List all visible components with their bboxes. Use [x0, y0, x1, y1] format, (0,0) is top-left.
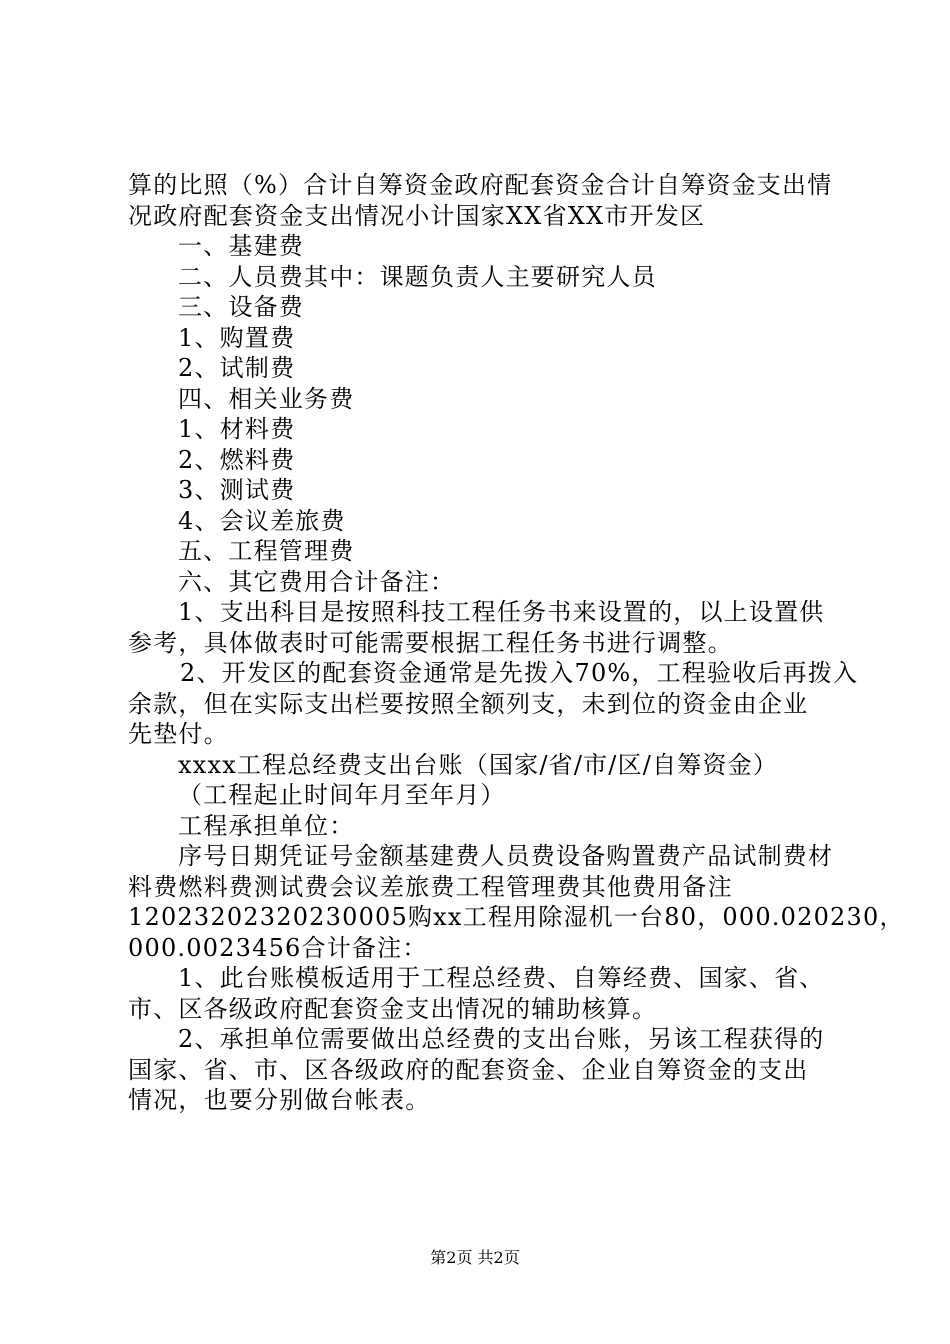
- list-item: 2、燃料费: [178, 445, 296, 474]
- ledger-row: 000.0023456合计备注：: [128, 933, 428, 962]
- note-paragraph: 余款，但在实际支出栏要按照全额列支，未到位的资金由企业: [128, 689, 809, 718]
- section-heading: 三、设备费: [178, 293, 304, 321]
- list-item: 1、购置费: [178, 323, 296, 352]
- text-line: 算的比照（%）合计自筹资金政府配套资金合计自筹资金支出情: [128, 171, 833, 199]
- ledger-columns: 料费燃料费测试费会议差旅费工程管理费其他费用备注: [128, 872, 733, 901]
- text-line: 况政府配套资金支出情况小计国家XX省XX市开发区: [128, 201, 706, 230]
- list-item: 1、材料费: [178, 415, 296, 443]
- note-paragraph: 市、区各级政府配套资金支出情况的辅助核算。: [128, 994, 658, 1023]
- ledger-unit-label: 工程承担单位：: [178, 811, 355, 840]
- note-paragraph: 1、支出科目是按照科技工程任务书来设置的，以上设置供: [178, 598, 825, 626]
- ledger-title: xxxx工程总经费支出台账（国家/省/市/区/自筹资金）: [178, 750, 779, 779]
- note-paragraph: 1、此台账模板适用于工程总经费、自筹经费、国家、省、: [178, 964, 825, 992]
- document-body: [128, 170, 905, 1116]
- section-heading: 五、工程管理费: [178, 537, 355, 565]
- section-heading: 二、人员费其中：课题负责人主要研究人员: [178, 262, 657, 291]
- ledger-row: 12023202320230005购xx工程用除湿机一台80，000.020230，: [128, 903, 905, 931]
- note-paragraph: 2、开发区的配套资金通常是先拨入70%，工程验收后再拨入: [180, 659, 859, 687]
- note-paragraph: 先垫付。: [128, 720, 229, 748]
- note-paragraph: 国家、省、市、区各级政府的配套资金、企业自筹资金的支出: [128, 1055, 809, 1084]
- list-item: 4、会议差旅费: [178, 506, 346, 535]
- note-paragraph: 情况，也要分别做台帐表。: [128, 1086, 431, 1114]
- list-item: 2、试制费: [178, 354, 296, 382]
- ledger-columns: 序号日期凭证号金额基建费人员费设备购置费产品试制费材: [178, 842, 834, 870]
- section-heading: 六、其它费用合计备注：: [178, 567, 456, 596]
- ledger-subtitle: （工程起止时间年月至年月）: [178, 781, 506, 809]
- list-item: 3、测试费: [178, 476, 296, 504]
- page-number: 第2页 共2页: [430, 1248, 520, 1267]
- section-heading: 一、基建费: [178, 232, 304, 260]
- note-paragraph: 2、承担单位需要做出总经费的支出台账，另该工程获得的: [178, 1025, 825, 1053]
- section-heading: 四、相关业务费: [178, 384, 355, 413]
- note-paragraph: 参考，具体做表时可能需要根据工程任务书进行调整。: [128, 628, 733, 657]
